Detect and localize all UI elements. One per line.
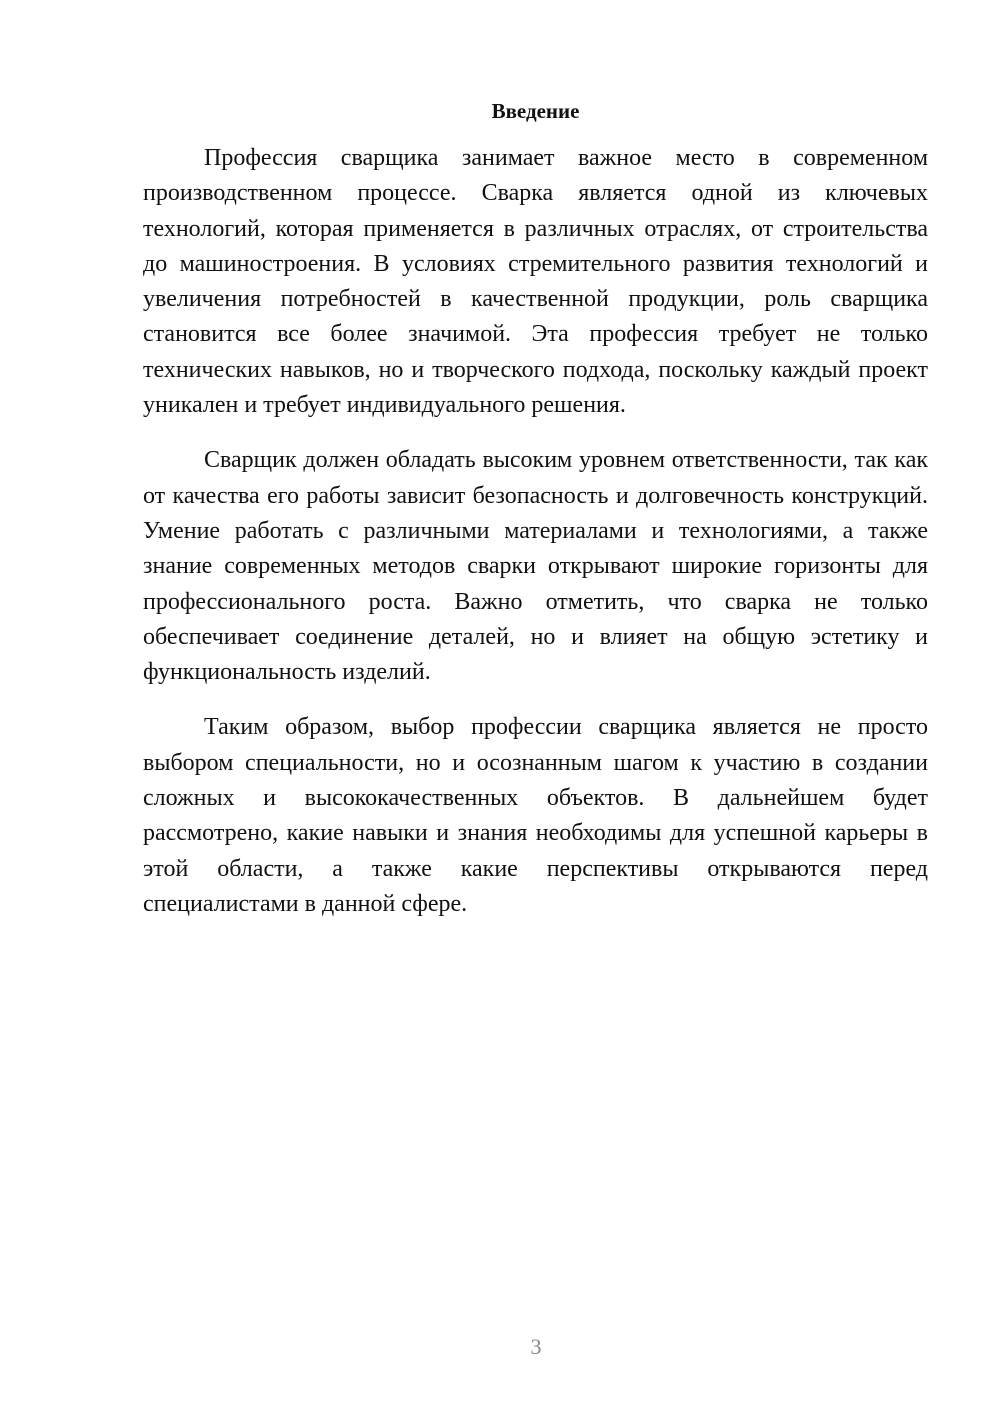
page-content — [143, 96, 928, 922]
page-number: 3 — [530, 1334, 542, 1359]
paragraph-3: Таким образом, выбор профессии сварщика является не просто выбором специальности, но и осознанным шагом к участию в создании сложных и высококачественных объектов. В дальнейшем будет рассмотрено, какие навыки и знания необходимы для успешной карьеры в этой области, а также какие перспективы открываются перед специалистами в данной сфере. — [143, 714, 928, 917]
paragraph-2: Сварщик должен обладать высоким уровнем ответственности, так как от качества его работы зависит безопасность и долговечность конструкций. Умение работать с различными материалами и технологиями, а также знание современных методов сварки открывают широкие горизонты для профессионального роста. Важно отметить, что сварка не только обеспечивает соединение деталей, но и влияет на общую эстетику и функциональность изделий. — [143, 447, 928, 686]
section-heading: Введение — [491, 99, 580, 123]
paragraph-1: Профессия сварщика занимает важное место в современном производственном процессе. Сварка является одной из ключевых технологий, которая применяется в различных отраслях, от строительства до машиностроения. В условиях стремительного развития технологий и увеличения потребностей в качественной продукции, роль сварщика становится все более значимой. Эта профессия требует не только технических навыков, но и творческого подхода, поскольку каждый проект уникален и требует индивидуального решения. — [143, 145, 928, 419]
